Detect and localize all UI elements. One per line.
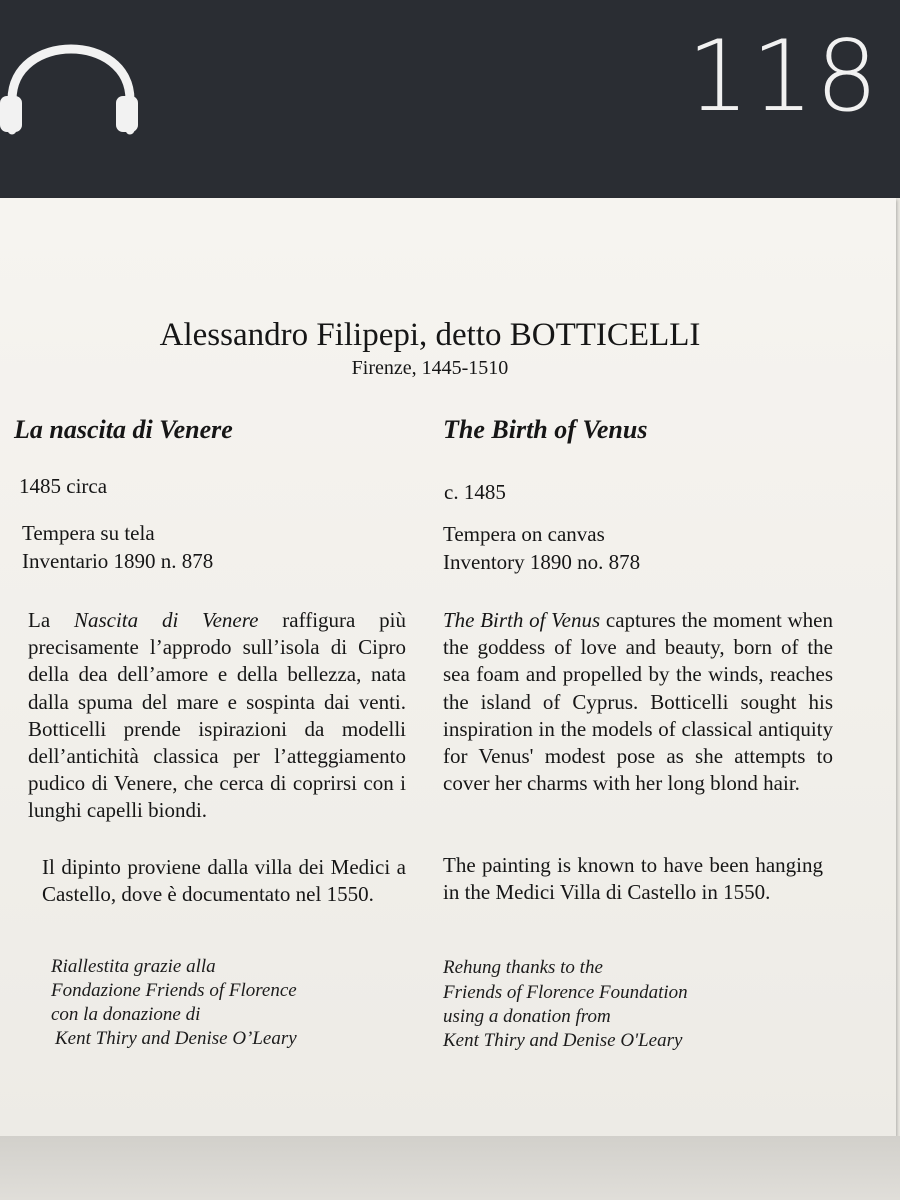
- italian-credit-line: con la donazione di: [51, 1004, 201, 1025]
- english-inventory: Inventory 1890 no. 878: [443, 550, 641, 574]
- artist-name: Alessandro Filipepi, detto BOTTICELLI: [159, 317, 701, 353]
- italian-medium: Tempera su tela: [22, 521, 155, 545]
- english-title: The Birth of Venus: [443, 415, 648, 444]
- italian-credit-line: Fondazione Friends of Florence: [51, 980, 297, 1001]
- english-medium: Tempera on canvas: [443, 522, 605, 546]
- english-date: c. 1485: [444, 480, 506, 504]
- italian-credit-line: Riallestita grazie alla: [51, 956, 216, 977]
- english-description-body: captures the moment when the goddess of love and beauty, born of the sea foam and propelled by the winds, reaches the island of Cyprus. Botticelli sought his inspiration in the models of classical antiquity for Venus' modest pose as she attempts to cover her charms with her long blond hair.: [443, 608, 833, 796]
- italian-description-lead: La: [28, 608, 74, 632]
- italian-date: 1485 circa: [19, 474, 108, 498]
- artist-origin: Firenze, 1445-1510: [351, 357, 509, 379]
- italian-description-body: raffigura più precisamente l’approdo sull’isola di Cipro della dea dell’amore e della bellezza, nata dalla spuma del mare e sospinta dai venti. Botticelli prende ispirazioni da modelli dell’antichità classica per l’atteggiamento pudico di Venere, che cerca di coprirsi con i lunghi capelli biondi.: [28, 608, 407, 823]
- wall-background: [0, 1136, 900, 1200]
- english-description: [443, 607, 833, 797]
- italian-inventory: Inventario 1890 n. 878: [22, 549, 214, 573]
- italian-provenance: Il dipinto proviene dalla villa dei Medici a Castello, dove è documentato nel 1550.: [42, 855, 406, 907]
- italian-title: La nascita di Venere: [14, 415, 233, 444]
- english-credit-line: Kent Thiry and Denise O'Leary: [443, 1030, 683, 1051]
- english-provenance: The painting is known to have been hanging in the Medici Villa di Castello in 1550.: [443, 853, 823, 905]
- headphones-icon: [0, 38, 140, 138]
- audio-guide-header: [0, 0, 900, 198]
- english-credit-line: using a donation from: [443, 1006, 611, 1027]
- english-credit-line: Friends of Florence Foundation: [443, 982, 688, 1003]
- audio-stop-number: 118: [686, 20, 880, 134]
- english-credit-line: Rehung thanks to the: [443, 957, 603, 978]
- italian-credit-line: Kent Thiry and Denise O’Leary: [55, 1028, 297, 1049]
- english-description-title: The Birth of Venus: [443, 608, 601, 632]
- italian-description-title: Nascita di Venere: [73, 608, 259, 632]
- italian-description: [28, 607, 406, 825]
